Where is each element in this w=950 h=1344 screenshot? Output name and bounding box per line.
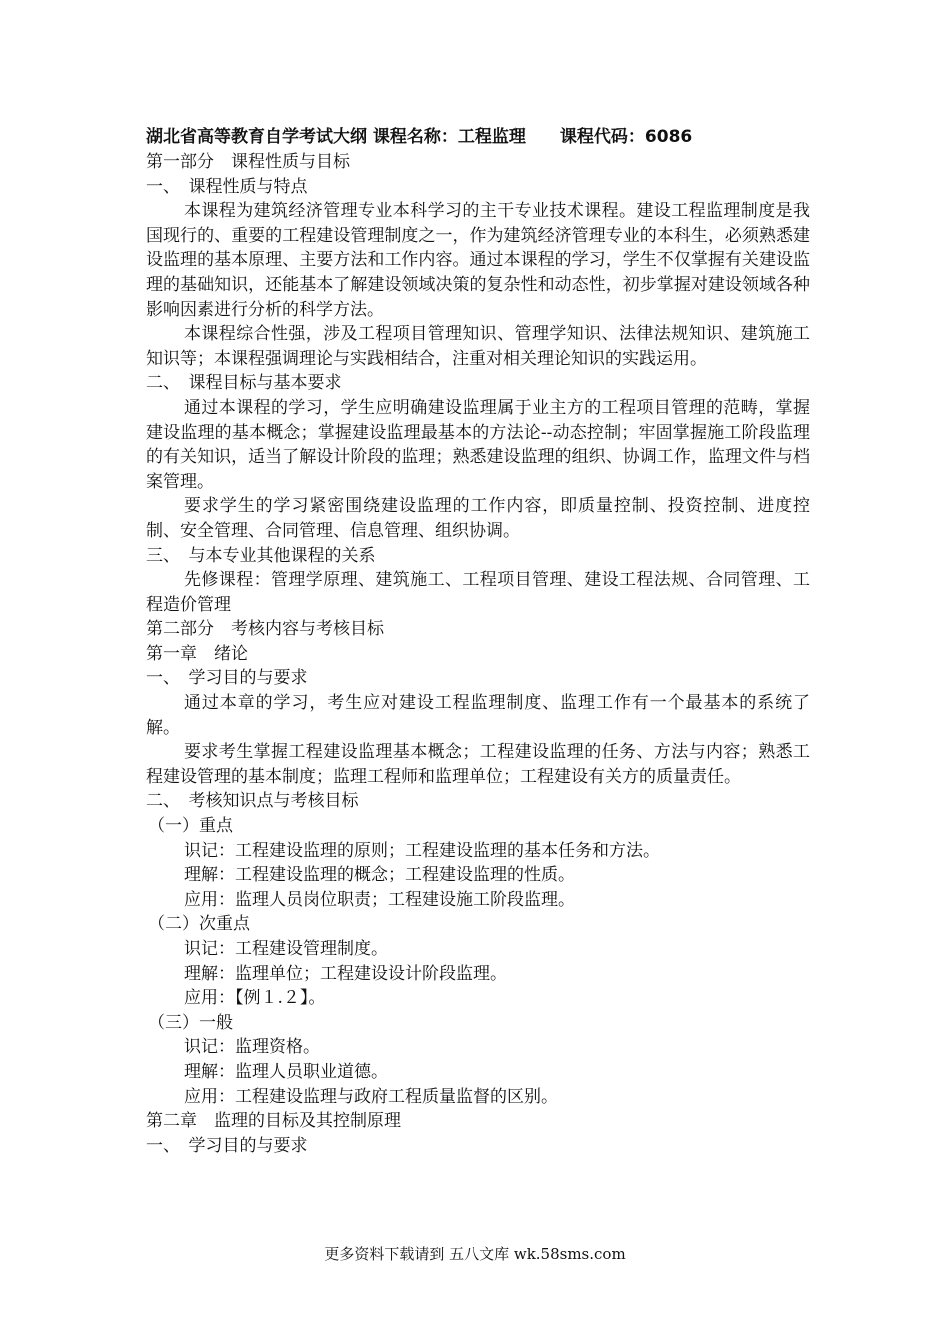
section-3-paragraph-1: 先修课程：管理学原理、建筑施工、工程项目管理、建设工程法规、合同管理、工程造价管理: [146, 570, 810, 615]
key-points-understand: 理解：工程建设监理的概念；工程建设监理的性质。: [184, 865, 575, 886]
secondary-points-understand: 理解：监理单位；工程建设设计阶段监理。: [184, 963, 507, 984]
general-points-understand: 理解：监理人员职业道德。: [184, 1061, 388, 1082]
chapter-1-paragraph-2: 要求考生掌握工程建设监理基本概念；工程建设监理的任务、方法与内容；熟悉工程建设管理的基本制度；监理工程师和监理单位；工程建设有关方的质量责任。: [146, 742, 810, 787]
section-2-paragraph-1: 通过本课程的学习，学生应明确建设监理属于业主方的工程项目管理的范畴，掌握建设监理的基本概念；掌握建设监理最基本的方法论--动态控制；牢固掌握施工阶段监理的有关知识，适当了解设计阶段的监理；熟悉建设监理的组织、协调工作，监理文件与档案管理。: [146, 397, 810, 492]
key-points-apply: 应用：监理人员岗位职责；工程建设施工阶段监理。: [184, 889, 575, 910]
secondary-points-apply: 应用：【例１.２】。: [184, 988, 326, 1009]
section-1-paragraph-1: 本课程为建筑经济管理专业本科学习的主干专业技术课程。建设工程监理制度是我国现行的、重要的工程建设管理制度之一，作为建筑经济管理专业的本科生，必须熟悉建设监理的基本原理、主要方法和工作内容。通过本课程的学习，学生不仅掌握有关建设监理的基础知识，还能基本了解建设领域决策的复杂性和动态性，初步掌握对建设领域各种影响因素进行分析的科学方法。: [146, 201, 810, 320]
secondary-points-heading: （二）次重点: [148, 914, 250, 935]
part-2-heading: 第二部分 考核内容与考核目标: [146, 619, 384, 640]
key-points-heading: （一）重点: [148, 816, 233, 837]
general-points-apply: 应用：工程建设监理与政府工程质量监督的区别。: [184, 1086, 558, 1107]
chapter-2-section-1-heading: 一、 学习目的与要求: [146, 1135, 308, 1156]
chapter-1-section-1-heading: 一、 学习目的与要求: [146, 668, 308, 689]
section-2-paragraph-2: 要求学生的学习紧密围绕建设监理的工作内容，即质量控制、投资控制、进度控制、安全管理、合同管理、信息管理、组织协调。: [146, 496, 810, 541]
section-1-paragraph-2: 本课程综合性强，涉及工程项目管理知识、管理学知识、法律法规知识、建筑施工知识等；本课程强调理论与实践相结合，注重对相关理论知识的实践运用。: [146, 324, 810, 369]
secondary-points-memorize: 识记：工程建设管理制度。: [184, 939, 388, 959]
document-body: [146, 124, 810, 1158]
chapter-1-paragraph-1: 通过本章的学习，考生应对建设工程监理制度、监理工作有一个最基本的系统了解。: [146, 693, 810, 738]
general-points-memorize: 识记：监理资格。: [184, 1037, 320, 1058]
section-1-heading: 一、 课程性质与特点: [146, 176, 308, 197]
chapter-1-heading: 第一章 绪论: [146, 643, 248, 664]
section-2-heading: 二、 课程目标与基本要求: [146, 373, 342, 394]
general-points-heading: （三）一般: [148, 1012, 233, 1033]
chapter-2-heading: 第二章 监理的目标及其控制原理: [146, 1111, 401, 1132]
document-title: 湖北省高等教育自学考试大纲 课程名称：工程监理 课程代码：6086: [146, 127, 693, 147]
key-points-memorize: 识记：工程建设监理的原则；工程建设监理的基本任务和方法。: [184, 840, 660, 861]
chapter-1-section-2-heading: 二、 考核知识点与考核目标: [146, 791, 359, 812]
part-1-heading: 第一部分 课程性质与目标: [146, 152, 350, 172]
section-3-heading: 三、 与本专业其他课程的关系: [146, 545, 376, 566]
page-footer: 更多资料下载请到 五八文库 wk.58sms.com: [324, 1245, 626, 1263]
